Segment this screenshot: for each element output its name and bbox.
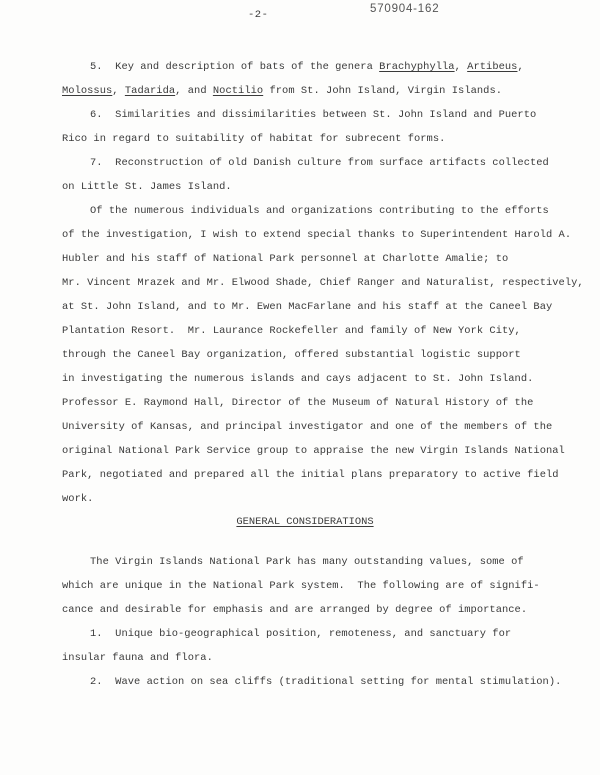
genus-name: Artibeus (467, 61, 518, 73)
intro-line: which are unique in the National Park system. The following are of signifi- (62, 580, 540, 592)
genus-name: Tadarida (124, 85, 176, 97)
ack-line: Park, negotiated and prepared all the initial plans preparatory to active field (62, 469, 559, 481)
section-heading: GENERAL CONSIDERATIONS (236, 516, 374, 528)
list-item-6-line-2: Rico in regard to suitability of habitat for subrecent forms. (62, 133, 446, 145)
list-item-7-line-1: 7. Reconstruction of old Danish culture from surface artifacts collected (90, 157, 549, 169)
list-item-7-line-2: on Little St. James Island. (62, 181, 232, 193)
ack-line: at St. John Island, and to Mr. Ewen MacFarlane and his staff at the Caneel Bay (62, 301, 553, 313)
ack-line: University of Kansas, and principal investigator and one of the members of the (62, 421, 553, 433)
list-item-6-line-1: 6. Similarities and dissimilarities between St. John Island and Puerto (90, 109, 537, 121)
genus-name: Noctilio (212, 85, 264, 97)
ack-line: original National Park Service group to appraise the new Virgin Islands National (62, 445, 565, 457)
item-number: 7. (90, 157, 103, 169)
ack-line: work. (62, 493, 94, 505)
intro-line: cance and desirable for emphasis and are arranged by degree of importance. (62, 604, 528, 616)
ack-line: Professor E. Raymond Hall, Director of the Museum of Natural History of the (62, 397, 534, 409)
ack-line: Mr. Vincent Mrazek and Mr. Elwood Shade, Chief Ranger and Naturalist, respectively, (62, 277, 584, 289)
consideration-item-2-line-1: 2. Wave action on sea cliffs (traditional setting for mental stimulation). (90, 676, 562, 688)
consideration-item-1-line-2: insular fauna and flora. (62, 652, 213, 664)
ack-line: Plantation Resort. Mr. Laurance Rockefeller and family of New York City, (62, 325, 521, 337)
item-number: 5. (90, 61, 103, 73)
list-item-5-line-1: 5. Key and description of bats of the genera Brachyphylla, Artibeus, (90, 61, 524, 73)
ack-line: through the Caneel Bay organization, offered substantial logistic support (62, 349, 521, 361)
item-number: 1. (90, 628, 103, 640)
genus-name: Brachyphylla (379, 61, 455, 73)
document-id: 570904-162 (370, 3, 440, 15)
ack-line: Of the numerous individuals and organizations contributing to the efforts (90, 205, 549, 217)
intro-line: The Virgin Islands National Park has many outstanding values, some of (90, 556, 524, 568)
genus-name: Molossus (62, 85, 113, 97)
item-number: 2. (90, 676, 103, 688)
item-number: 6. (90, 109, 103, 121)
ack-line: Hubler and his staff of National Park personnel at Charlotte Amalie; to (62, 253, 509, 265)
list-item-5-line-2: Molossus, Tadarida, and Noctilio from St. John Island, Virgin Islands. (62, 85, 503, 97)
ack-line: of the investigation, I wish to extend special thanks to Superintendent Harold A. (62, 229, 572, 241)
ack-line: in investigating the numerous islands and cays adjacent to St. John Island. (62, 373, 534, 385)
consideration-item-1-line-1: 1. Unique bio-geographical position, remoteness, and sanctuary for (90, 628, 512, 640)
page-number: -2- (248, 9, 269, 21)
